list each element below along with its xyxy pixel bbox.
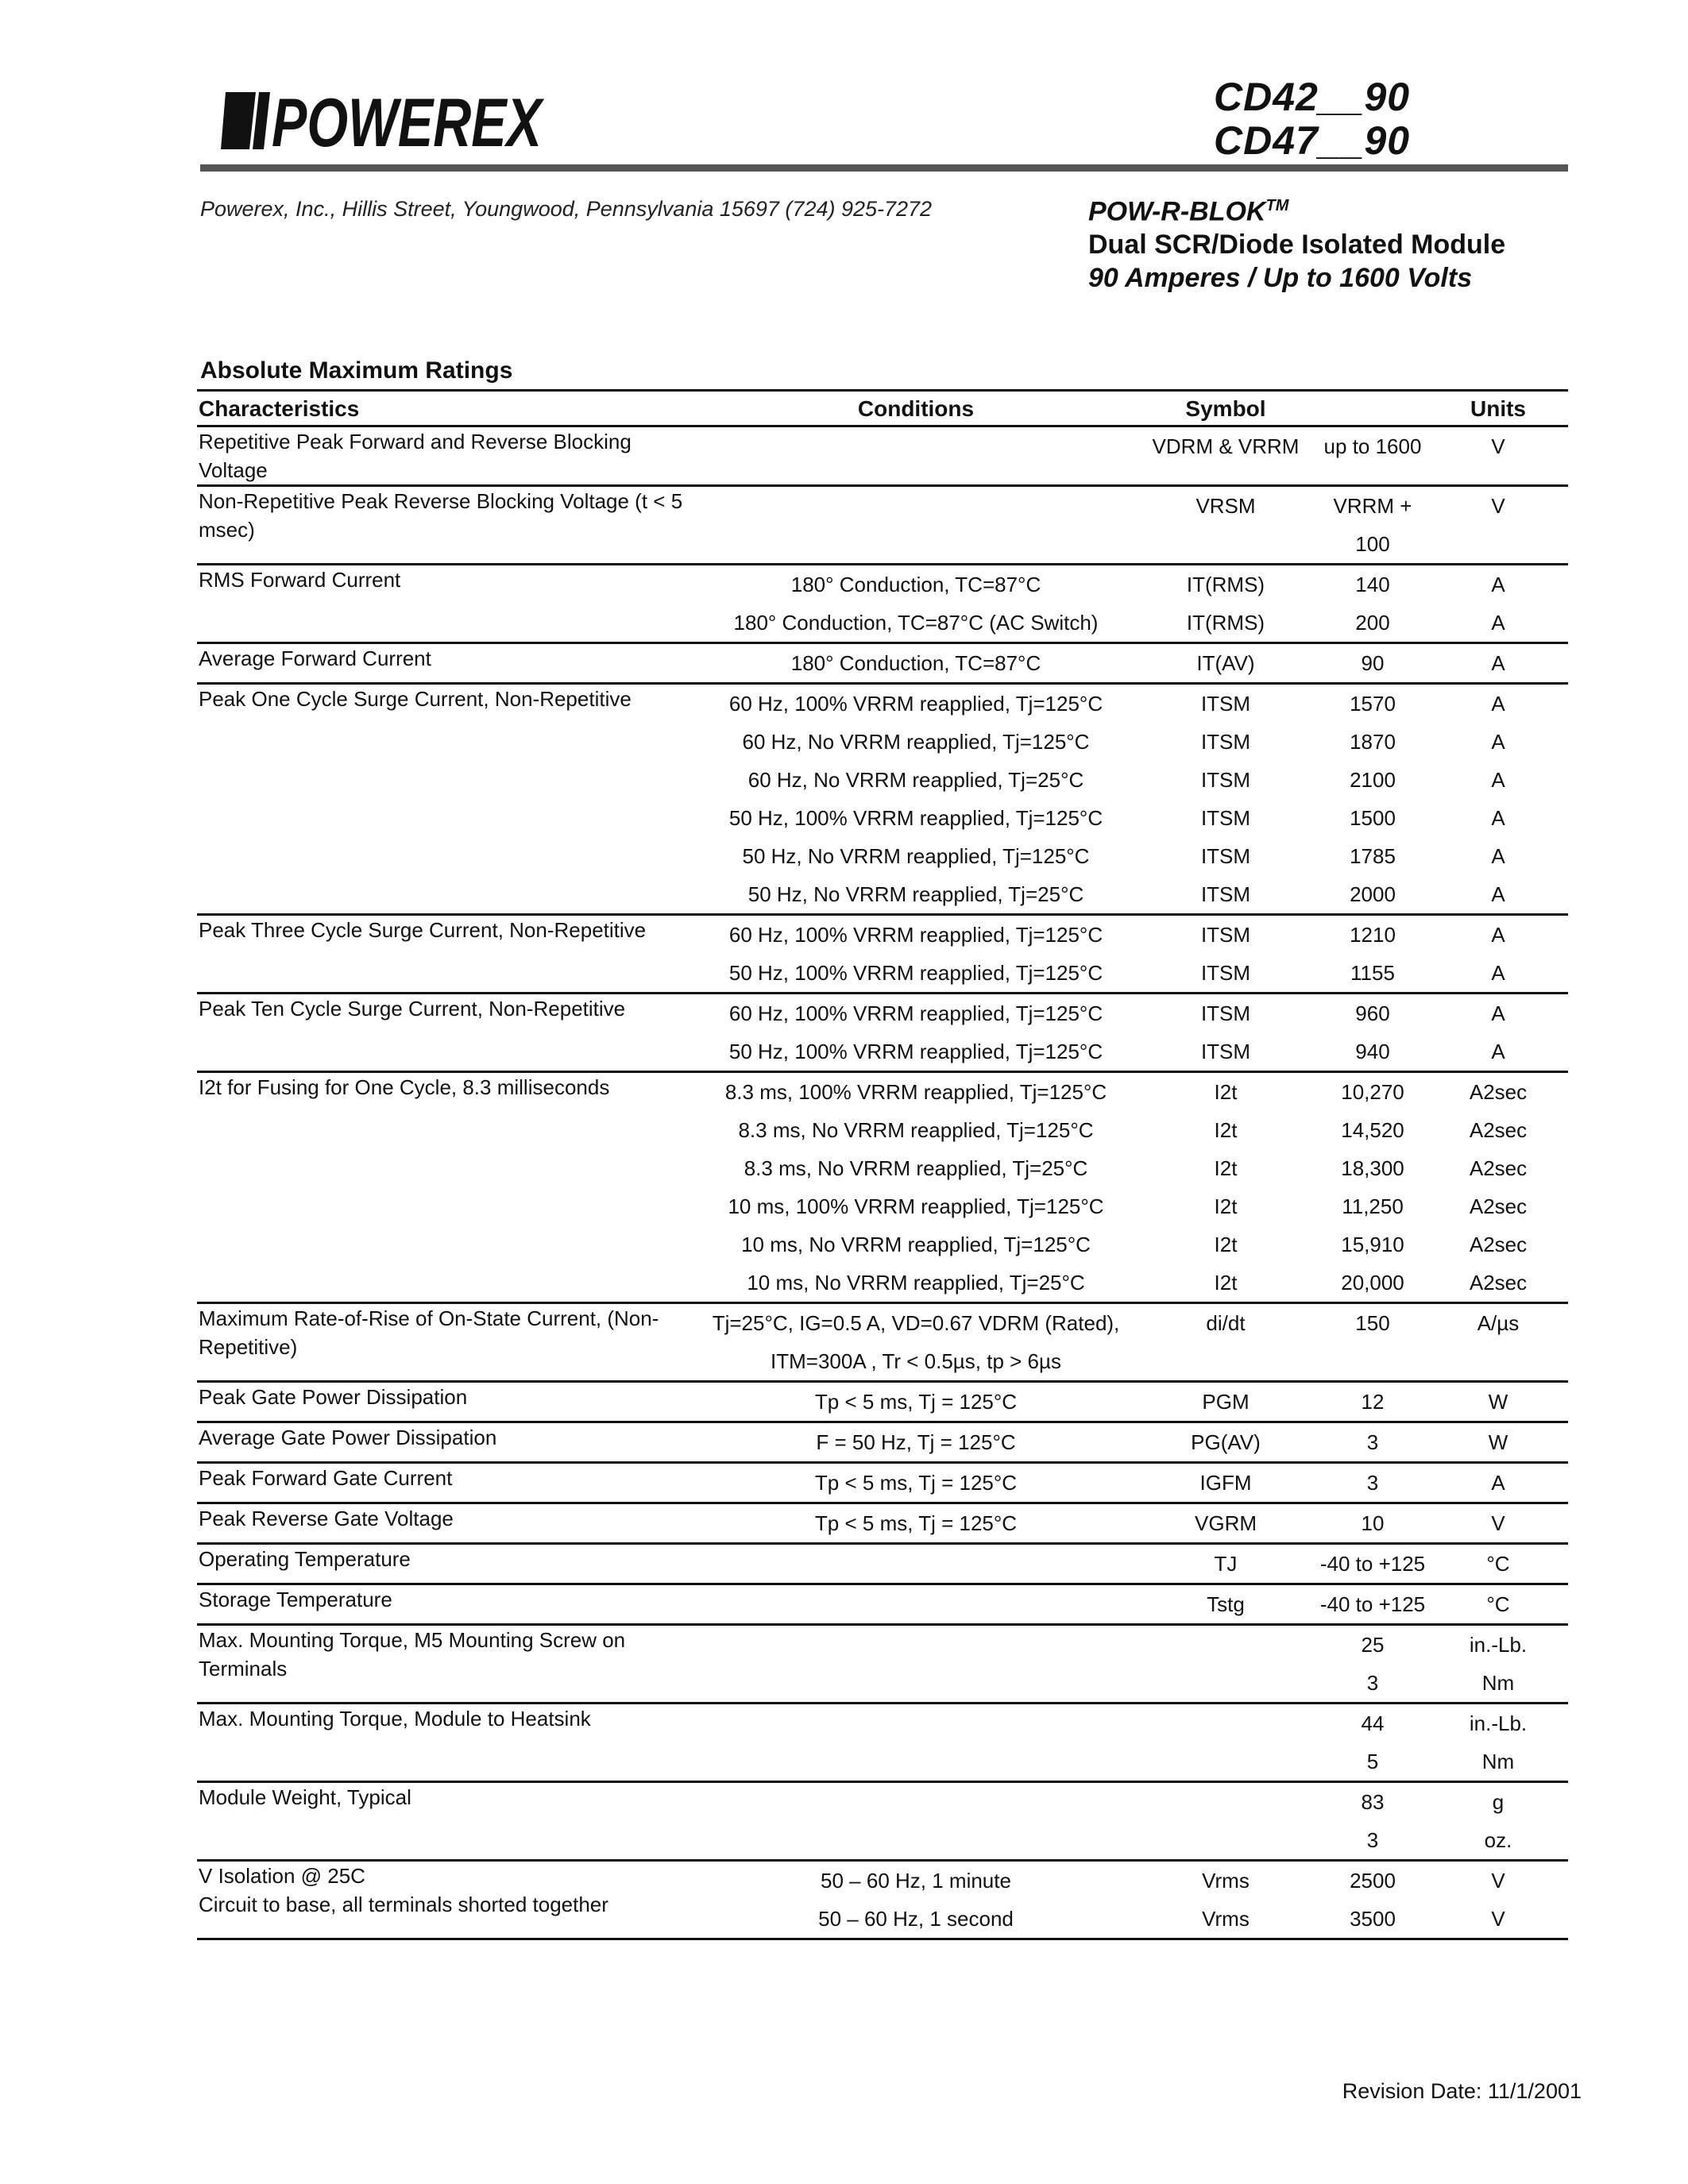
- conditions-cell: 8.3 ms, 100% VRRM reapplied, Tj=125°C: [724, 1080, 1107, 1104]
- symbol-cell: Vrms: [1202, 1869, 1250, 1893]
- table-row: [197, 1544, 1568, 1584]
- unit-cell: A: [1491, 806, 1505, 830]
- characteristic-text: Average Forward Current: [199, 646, 431, 670]
- value-cell: 940: [1355, 1040, 1390, 1063]
- unit-cell: A2sec: [1469, 1118, 1528, 1142]
- symbol-cell: ITSM: [1200, 923, 1251, 947]
- conditions-cell: [697, 1625, 1134, 1665]
- symbol-cell: Tstg: [1207, 1592, 1245, 1616]
- characteristic-cell: [197, 426, 697, 486]
- characteristic-cell: [197, 1463, 697, 1503]
- value-cell: 1210: [1350, 923, 1396, 947]
- product-description: [1088, 189, 1505, 295]
- unit-cell: V: [1491, 434, 1505, 458]
- characteristic-text: RMS Forward Current: [199, 568, 401, 592]
- conditions-cell: 180° Conduction, TC=87°C: [790, 573, 1041, 596]
- value-cell: 140: [1355, 573, 1390, 596]
- conditions-cell: 50 Hz, No VRRM reapplied, Tj=125°C: [742, 844, 1090, 868]
- table-row: [197, 1422, 1568, 1463]
- symbol-cell: TJ: [1214, 1552, 1238, 1576]
- conditions-cell: 8.3 ms, No VRRM reapplied, Tj=125°C: [738, 1118, 1094, 1142]
- table-row: [197, 915, 1568, 955]
- symbol-cell: VDRM & VRRM: [1152, 434, 1300, 458]
- col-conditions: Conditions: [697, 391, 1134, 426]
- col-units: Units: [1428, 391, 1568, 426]
- value-cell: 10,270: [1341, 1080, 1404, 1104]
- unit-cell: A: [1491, 882, 1505, 906]
- col-characteristics: Characteristics: [197, 391, 697, 426]
- unit-cell: V: [1491, 1511, 1505, 1535]
- conditions-cell: [697, 1821, 1134, 1861]
- table-row: [197, 1072, 1568, 1112]
- table-row: [197, 426, 1568, 486]
- rating-group: [197, 1382, 1568, 1422]
- symbol-cell: I2t: [1214, 1080, 1238, 1104]
- revision-date: Revision Date: 11/1/2001: [1342, 2079, 1582, 2103]
- characteristic-text: Peak Gate Power Dissipation: [199, 1385, 468, 1409]
- unit-cell: in.-Lb.: [1469, 1633, 1528, 1657]
- unit-cell: V: [1491, 494, 1505, 518]
- rating-group: [197, 643, 1568, 684]
- unit-cell: V: [1491, 1907, 1505, 1931]
- characteristic-text: Average Gate Power Dissipation: [199, 1426, 497, 1449]
- characteristic-text: Max. Mounting Torque, Module to Heatsink: [199, 1707, 591, 1731]
- symbol-cell: ITSM: [1200, 730, 1251, 754]
- table-row: [197, 486, 1568, 565]
- conditions-cell: [697, 1664, 1134, 1704]
- symbol-cell: ITSM: [1200, 844, 1251, 868]
- conditions-cell: 50 Hz, 100% VRRM reapplied, Tj=125°C: [728, 961, 1103, 985]
- rating-group: [197, 486, 1568, 565]
- unit-cell: A: [1491, 651, 1505, 675]
- rating-group: [197, 426, 1568, 486]
- unit-cell: °C: [1486, 1552, 1510, 1576]
- conditions-cell: 60 Hz, No VRRM reapplied, Tj=25°C: [747, 768, 1084, 792]
- conditions-cell: 60 Hz, No VRRM reapplied, Tj=125°C: [742, 730, 1090, 754]
- conditions-cell: [697, 1584, 1134, 1625]
- trademark-mark: TM: [1265, 197, 1289, 214]
- rating-group: [197, 1422, 1568, 1463]
- unit-cell: A2sec: [1469, 1194, 1528, 1218]
- conditions-cell: 10 ms, 100% VRRM reapplied, Tj=125°C: [728, 1194, 1104, 1218]
- conditions-cell: 50 Hz, 100% VRRM reapplied, Tj=125°C: [728, 806, 1103, 830]
- rating-group: [197, 1704, 1568, 1782]
- characteristic-text: Operating Temperature: [199, 1547, 411, 1571]
- unit-cell: W: [1488, 1390, 1508, 1414]
- unit-cell: A: [1491, 1040, 1505, 1063]
- value-cell: 3500: [1350, 1907, 1396, 1931]
- unit-cell: A: [1491, 1471, 1505, 1495]
- rating-group: [197, 565, 1568, 643]
- characteristic-text: Max. Mounting Torque, M5 Mounting Screw on Terminals: [199, 1628, 626, 1680]
- unit-cell: A: [1491, 923, 1505, 947]
- rating-group: [197, 1303, 1568, 1382]
- conditions-cell: 8.3 ms, No VRRM reapplied, Tj=25°C: [744, 1156, 1088, 1180]
- value-cell: 1570: [1350, 692, 1396, 716]
- symbol-cell: [1134, 1742, 1317, 1782]
- rating-group: [197, 994, 1568, 1072]
- value-cell: up to 1600: [1323, 434, 1422, 458]
- characteristic-text: Peak Ten Cycle Surge Current, Non-Repetitive: [199, 997, 626, 1021]
- unit-cell: A/µs: [1477, 1311, 1520, 1335]
- characteristic-cell: [197, 1303, 697, 1382]
- powerex-logo: [221, 85, 547, 161]
- symbol-cell: ITSM: [1200, 692, 1251, 716]
- value-cell: 1870: [1350, 730, 1396, 754]
- characteristic-cell: [197, 915, 697, 994]
- conditions-cell: 50 – 60 Hz, 1 minute: [821, 1869, 1011, 1893]
- value-cell: 15,910: [1341, 1233, 1404, 1256]
- logo-text: POWEREX: [272, 85, 545, 161]
- unit-cell: A: [1491, 611, 1505, 635]
- symbol-cell: VGRM: [1195, 1511, 1257, 1535]
- value-cell: 3: [1366, 1828, 1379, 1852]
- characteristic-cell: [197, 1503, 697, 1544]
- rating-group: [197, 1544, 1568, 1584]
- value-cell: 2500: [1350, 1869, 1396, 1893]
- conditions-cell: 50 Hz, 100% VRRM reapplied, Tj=125°C: [728, 1040, 1103, 1063]
- table-row: [197, 1782, 1568, 1822]
- value-cell: 18,300: [1341, 1156, 1404, 1180]
- unit-cell: A: [1491, 961, 1505, 985]
- symbol-cell: Vrms: [1202, 1907, 1250, 1931]
- characteristic-text: I2t for Fusing for One Cycle, 8.3 milliseconds: [199, 1075, 610, 1099]
- conditions-cell: [697, 426, 1134, 486]
- conditions-cell: [697, 1742, 1134, 1782]
- conditions-cell: [697, 1782, 1134, 1822]
- symbol-cell: [1134, 1821, 1317, 1861]
- characteristic-text: Peak Forward Gate Current: [199, 1466, 453, 1490]
- product-rating: 90 Amperes / Up to 1600 Volts: [1088, 263, 1473, 294]
- unit-cell: A2sec: [1469, 1233, 1528, 1256]
- characteristic-text: Peak Reverse Gate Voltage: [199, 1507, 454, 1530]
- symbol-cell: IT(RMS): [1186, 611, 1265, 635]
- characteristic-cell: [197, 994, 697, 1072]
- symbol-cell: [1134, 1625, 1317, 1665]
- conditions-cell: [697, 1544, 1134, 1584]
- characteristic-text: V Isolation @ 25C: [199, 1864, 365, 1888]
- conditions-cell: [697, 1704, 1134, 1743]
- rating-group: [197, 915, 1568, 994]
- rating-group: [197, 1625, 1568, 1704]
- ratings-table: [197, 389, 1568, 1940]
- characteristic-text: Repetitive Peak Forward and Reverse Blocking Voltage: [199, 430, 632, 482]
- value-cell: 150: [1355, 1311, 1390, 1335]
- value-cell: -40 to +125: [1319, 1592, 1426, 1616]
- symbol-cell: I2t: [1214, 1233, 1238, 1256]
- unit-cell: A: [1491, 573, 1505, 596]
- value-cell: 3: [1366, 1430, 1379, 1454]
- col-symbol: Symbol: [1134, 391, 1317, 426]
- rating-group: [197, 1861, 1568, 1939]
- value-cell: 5: [1366, 1750, 1379, 1773]
- symbol-cell: I2t: [1214, 1271, 1238, 1295]
- symbol-cell: ITSM: [1200, 882, 1251, 906]
- unit-cell: A2sec: [1469, 1156, 1528, 1180]
- symbol-cell: I2t: [1214, 1194, 1238, 1218]
- value-cell: 1500: [1350, 806, 1396, 830]
- symbol-cell: ITSM: [1200, 1001, 1251, 1025]
- characteristic-text: Peak One Cycle Surge Current, Non-Repetitive: [199, 687, 632, 711]
- symbol-cell: [1134, 1782, 1317, 1822]
- symbol-cell: ITSM: [1200, 768, 1251, 792]
- conditions-cell: Tj=25°C, IG=0.5 A, VD=0.67 VDRM (Rated), ITM=300A , Tr < 0.5µs, tp > 6µs: [712, 1311, 1120, 1373]
- symbol-cell: PG(AV): [1191, 1430, 1261, 1454]
- symbol-cell: VRSM: [1196, 494, 1256, 518]
- value-cell: 10: [1361, 1511, 1385, 1535]
- section-title: Absolute Maximum Ratings: [200, 357, 513, 384]
- value-cell: 25: [1361, 1633, 1385, 1657]
- table-row: [197, 684, 1568, 723]
- table-row: [197, 1303, 1568, 1382]
- conditions-cell: 60 Hz, 100% VRRM reapplied, Tj=125°C: [728, 692, 1103, 716]
- symbol-cell: IT(RMS): [1186, 573, 1265, 596]
- characteristic-text: Storage Temperature: [199, 1588, 392, 1611]
- table-row: [197, 1503, 1568, 1544]
- rating-group: [197, 1584, 1568, 1625]
- symbol-cell: I2t: [1214, 1118, 1238, 1142]
- unit-cell: Nm: [1481, 1671, 1515, 1695]
- rating-group: [197, 1072, 1568, 1303]
- characteristic-cell: [197, 565, 697, 643]
- product-brand: POW-R-BLOK™: [1088, 196, 1289, 227]
- unit-cell: °C: [1486, 1592, 1510, 1616]
- table-row: [197, 565, 1568, 604]
- conditions-cell: 180° Conduction, TC=87°C (AC Switch): [733, 611, 1099, 635]
- characteristic-cell: [197, 1544, 697, 1584]
- unit-cell: Nm: [1481, 1750, 1515, 1773]
- symbol-cell: ITSM: [1200, 1040, 1251, 1063]
- value-cell: 3: [1366, 1671, 1379, 1695]
- symbol-cell: [1134, 1664, 1317, 1704]
- unit-cell: A: [1491, 844, 1505, 868]
- rating-group: [197, 1463, 1568, 1503]
- unit-cell: g: [1492, 1790, 1505, 1814]
- unit-cell: A: [1491, 1001, 1505, 1025]
- part-number-2: CD47__90: [1214, 118, 1411, 163]
- rating-group: [197, 1503, 1568, 1544]
- characteristic-cell: [197, 1704, 697, 1782]
- conditions-cell: 50 Hz, No VRRM reapplied, Tj=25°C: [747, 882, 1084, 906]
- conditions-cell: 50 – 60 Hz, 1 second: [818, 1907, 1014, 1931]
- value-cell: VRRM + 100: [1333, 494, 1412, 556]
- value-cell: 1155: [1350, 961, 1395, 985]
- unit-cell: V: [1491, 1869, 1505, 1893]
- symbol-cell: ITSM: [1200, 806, 1251, 830]
- product-type: Dual SCR/Diode Isolated Module: [1088, 230, 1506, 260]
- symbol-cell: IT(AV): [1196, 651, 1255, 675]
- conditions-cell: 60 Hz, 100% VRRM reapplied, Tj=125°C: [728, 1001, 1103, 1025]
- value-cell: 12: [1361, 1390, 1385, 1414]
- value-cell: 2000: [1350, 882, 1396, 906]
- unit-cell: A: [1491, 692, 1505, 716]
- table-header-row: [197, 391, 1568, 426]
- table-row: [197, 1625, 1568, 1665]
- value-cell: 11,250: [1342, 1194, 1404, 1218]
- value-cell: 2100: [1350, 768, 1396, 792]
- symbol-cell: IGFM: [1199, 1471, 1252, 1495]
- characteristic-cell: [197, 1382, 697, 1422]
- symbol-cell: ITSM: [1200, 961, 1251, 985]
- value-cell: 14,520: [1341, 1118, 1404, 1142]
- characteristic-cell: [197, 1625, 697, 1704]
- characteristic-cell: [197, 684, 697, 915]
- value-cell: 960: [1355, 1001, 1390, 1025]
- unit-cell: W: [1488, 1430, 1508, 1454]
- table-row: [197, 1463, 1568, 1503]
- characteristic-text: Peak Three Cycle Surge Current, Non-Repetitive: [199, 918, 647, 942]
- table-row: [197, 1382, 1568, 1422]
- part-number-1: CD42__90: [1214, 75, 1411, 119]
- characteristic-cell: [197, 486, 697, 565]
- table-row: [197, 1861, 1568, 1900]
- table-row: [197, 643, 1568, 684]
- value-cell: 3: [1366, 1471, 1379, 1495]
- characteristic-cell: [197, 1782, 697, 1861]
- value-cell: 44: [1361, 1711, 1385, 1735]
- unit-cell: oz.: [1484, 1828, 1512, 1852]
- characteristic-text: Maximum Rate-of-Rise of On-State Current, (Non-Repetitive): [199, 1306, 659, 1359]
- rating-group: [197, 684, 1568, 915]
- conditions-cell: 180° Conduction, TC=87°C: [790, 651, 1041, 675]
- symbol-cell: I2t: [1214, 1156, 1238, 1180]
- conditions-cell: 60 Hz, 100% VRRM reapplied, Tj=125°C: [728, 923, 1103, 947]
- table-row: [197, 1584, 1568, 1625]
- conditions-cell: [697, 486, 1134, 565]
- company-address: Powerex, Inc., Hillis Street, Youngwood, Pennsylvania 15697 (724) 925-7272: [200, 197, 933, 221]
- characteristic-text: Module Weight, Typical: [199, 1785, 411, 1809]
- unit-cell: A: [1491, 768, 1505, 792]
- unit-cell: A: [1491, 730, 1505, 754]
- conditions-cell: Tp < 5 ms, Tj = 125°C: [814, 1511, 1018, 1535]
- symbol-cell: PGM: [1202, 1390, 1250, 1414]
- characteristic-cell: [197, 643, 697, 684]
- table-row: [197, 994, 1568, 1033]
- characteristic-text: Non-Repetitive Peak Reverse Blocking Voltage (t < 5 msec): [199, 489, 683, 542]
- col-value: [1317, 391, 1428, 426]
- unit-cell: A2sec: [1469, 1271, 1528, 1295]
- conditions-cell: Tp < 5 ms, Tj = 125°C: [814, 1471, 1018, 1495]
- symbol-cell: di/dt: [1206, 1311, 1246, 1335]
- header-divider: [200, 164, 1568, 172]
- value-cell: 83: [1361, 1790, 1385, 1814]
- value-cell: -40 to +125: [1319, 1552, 1426, 1576]
- conditions-cell: F = 50 Hz, Tj = 125°C: [816, 1430, 1016, 1454]
- characteristic-cell: [197, 1861, 697, 1939]
- characteristic-cell: [197, 1584, 697, 1625]
- table-row: [197, 1704, 1568, 1743]
- unit-cell: A2sec: [1469, 1080, 1528, 1104]
- characteristic-cell: [197, 1072, 697, 1303]
- rating-group: [197, 1782, 1568, 1861]
- value-cell: 20,000: [1341, 1271, 1404, 1295]
- characteristic-text-2: Circuit to base, all terminals shorted together: [199, 1893, 608, 1916]
- value-cell: 1785: [1350, 844, 1396, 868]
- conditions-cell: 10 ms, No VRRM reapplied, Tj=25°C: [747, 1271, 1085, 1295]
- conditions-cell: 10 ms, No VRRM reapplied, Tj=125°C: [741, 1233, 1091, 1256]
- symbol-cell: [1134, 1704, 1317, 1743]
- characteristic-cell: [197, 1422, 697, 1463]
- conditions-cell: Tp < 5 ms, Tj = 125°C: [814, 1390, 1018, 1414]
- value-cell: 90: [1361, 651, 1385, 675]
- value-cell: 200: [1355, 611, 1390, 635]
- unit-cell: in.-Lb.: [1469, 1711, 1528, 1735]
